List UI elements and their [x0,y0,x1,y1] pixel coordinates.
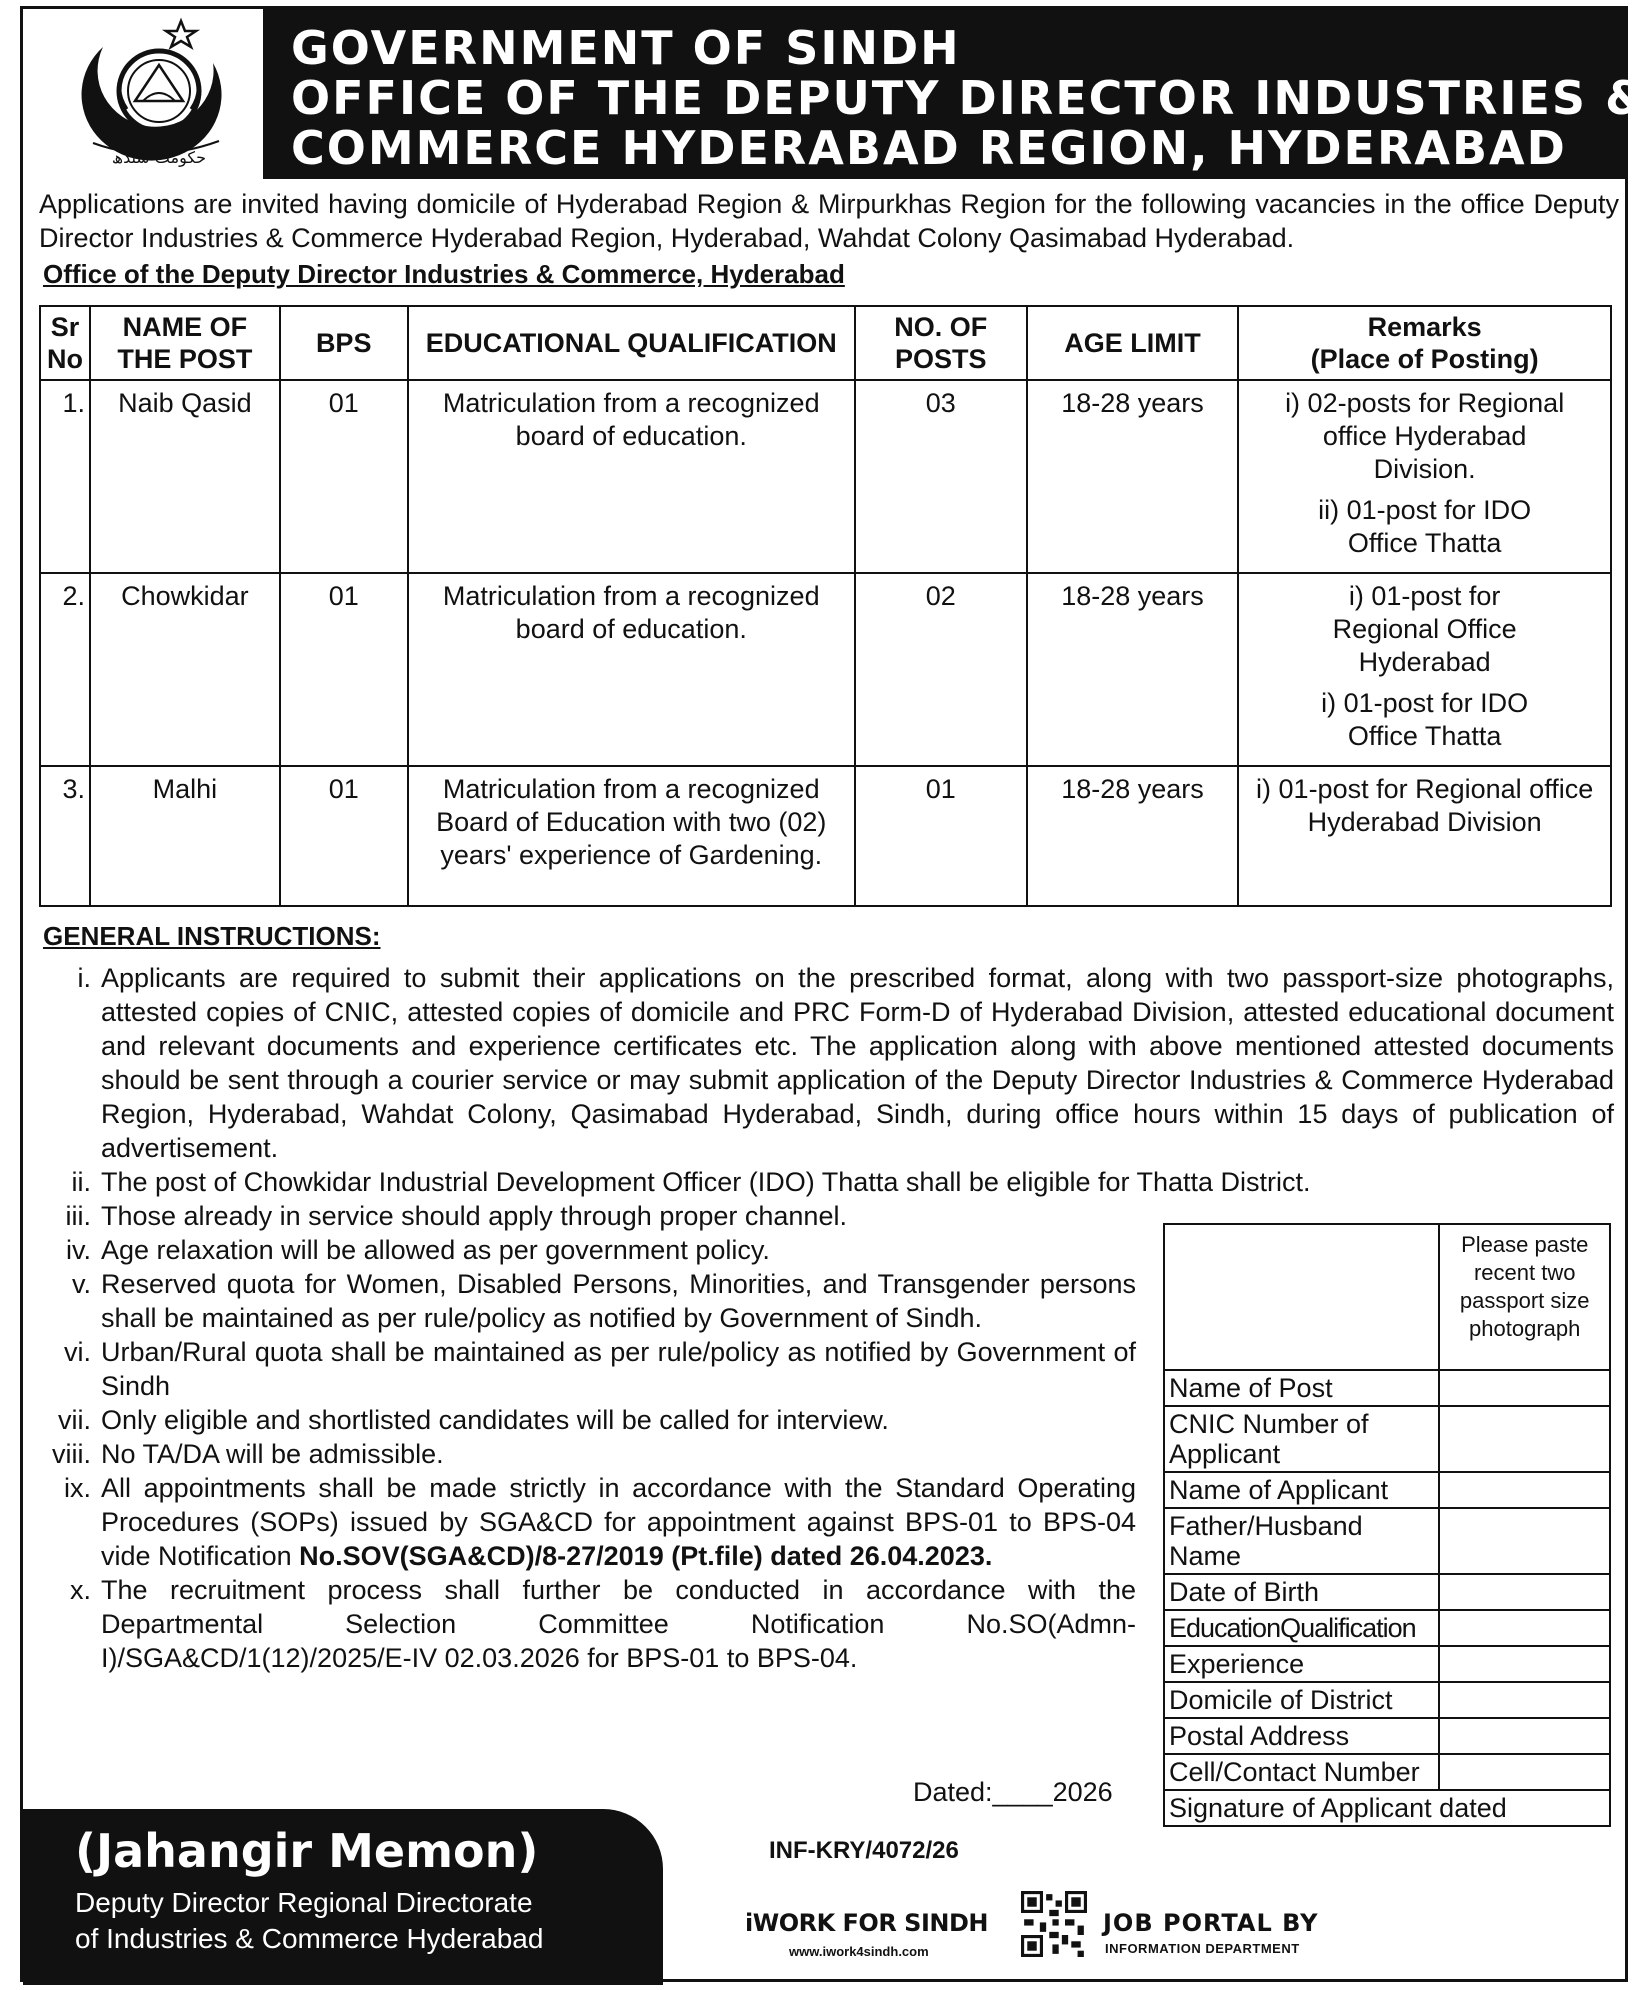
item-text: Reserved quota for Women, Disabled Persons, Minorities, and Transgender persons shall be maintained as per rule/policy as notified by Government of Sindh. [101,1269,1136,1333]
item-text: Applicants are required to submit their applications on the prescribed format, along with two passport-size photographs, attested copies of CNIC, attested copies of domicile and PRC Form-D of Hyderabad Division, attested educational document and relevant documents and experience certificates etc. The application along with above mentioned attested documents should be sent through a courier service or may submit application of the Deputy Director Industries & Commerce Hyderabad Region, Hyderabad, Wahdat Colony, Qasimabad Hyderabad, Sindh, during office hours within 15 days of publication of advertisement. [101,963,1614,1163]
form-field-value[interactable] [1439,1406,1610,1472]
form-row [1164,1574,1610,1610]
cell-sr: 2. [40,573,90,766]
form-row [1164,1754,1610,1790]
form-row [1164,1508,1610,1574]
list-item [41,1471,1136,1573]
cell-post: Malhi [90,766,280,906]
header-line-1: GOVERNMENT OF SINDH [291,21,961,75]
item-number: v. [72,1269,91,1299]
col-header-age: AGE LIMIT [1027,306,1239,380]
cell-age: 18-28 years [1027,380,1239,573]
header-line-2: OFFICE OF THE DEPUTY DIRECTOR INDUSTRIES & [291,71,1648,125]
remark-a: i) 01-post for Regional Office Hyderabad [1332,581,1517,677]
form-field-value[interactable] [1439,1370,1610,1406]
form-field-value[interactable] [1439,1646,1610,1682]
item-text: Only eligible and shortlisted candidates will be called for interview. [101,1405,889,1435]
table-row [40,380,1611,573]
item-number: vii. [58,1405,91,1435]
form-field-value[interactable] [1439,1754,1610,1790]
form-row [1164,1610,1610,1646]
form-field-label: Father/Husband Name [1164,1508,1439,1574]
form-row [1164,1472,1610,1508]
vacancies-table [39,305,1612,907]
table-row [40,573,1611,766]
form-field-value[interactable] [1439,1682,1610,1718]
list-item [41,1335,1136,1403]
notification-reference: No.SOV(SGA&CD)/8-27/2019 (Pt.file) dated 26.04.2023. [299,1541,993,1571]
cell-age: 18-28 years [1027,766,1239,906]
col-header-remarks [1238,306,1611,380]
job-portal-label: JOB PORTAL BY [1103,1909,1319,1937]
cell-post: Naib Qasid [90,380,280,573]
col-header-education: EDUCATIONAL QUALIFICATION [408,306,855,380]
form-blank [1164,1224,1439,1370]
form-field-label: Experience [1164,1646,1439,1682]
cell-posts: 01 [855,766,1027,906]
information-department-label: INFORMATION DEPARTMENT [1105,1941,1300,1956]
col-header-bps: BPS [280,306,408,380]
cell-sr: 3. [40,766,90,906]
cell-remarks [1238,766,1611,906]
form-field-label: Date of Birth [1164,1574,1439,1610]
signature-row [1164,1790,1610,1826]
form-field-value[interactable] [1439,1574,1610,1610]
form-field-label: Domicile of District [1164,1682,1439,1718]
item-number: viii. [52,1439,91,1469]
form-row [1164,1682,1610,1718]
item-number: iv. [66,1235,91,1265]
cell-age: 18-28 years [1027,573,1239,766]
item-text-plain: All appointments shall be made strictly in accordance with the Standard Operating Procedures (SOPs) issued by SGA&CD for appointment against BPS-01 to BPS-04 vide Notification [101,1473,1136,1571]
item-text: The recruitment process shall further be conducted in accordance with the Departmental Selection Committee Notification No.SO(Admn-I)/SGA&CD/1(12)/2025/E-IV 02.03.2026 for BPS-01 to BPS-04. [101,1575,1136,1673]
signatory-block [23,1809,663,1985]
inf-code: INF-KRY/4072/26 [769,1837,959,1864]
cell-sr: 1. [40,380,90,573]
form-field-label: Postal Address [1164,1718,1439,1754]
form-row [1164,1370,1610,1406]
table-header-row [40,306,1611,380]
form-field-value[interactable] [1439,1718,1610,1754]
list-item [41,1437,1136,1471]
cell-post: Chowkidar [90,573,280,766]
remark-b: ii) 01-post for IDO Office Thatta [1318,495,1532,558]
item-text [101,1471,1136,1573]
col-header-post: NAME OF THE POST [90,306,280,380]
header-title-box [263,9,1648,179]
cell-education: Matriculation from a recognized board of education. [408,380,855,573]
cell-posts: 03 [855,380,1027,573]
list-item [41,1165,1614,1199]
list-item [41,1233,1136,1267]
form-row [1164,1718,1610,1754]
item-number: x. [69,1575,91,1605]
cell-bps: 01 [280,573,408,766]
form-row [1164,1646,1610,1682]
svg-text:حکومت سندھ: حکومت سندھ [111,148,207,167]
list-item [41,961,1614,1165]
header [23,9,1648,179]
advertisement-page [20,6,1648,1982]
item-text: Urban/Rural quota shall be maintained as per rule/policy as notified by Government of Sindh [101,1337,1136,1401]
sindh-seal-icon [63,17,243,172]
item-number: i. [77,963,91,993]
table-row [40,766,1611,906]
cell-posts: 02 [855,573,1027,766]
photo-row [1164,1224,1610,1370]
item-number: ix. [64,1473,91,1503]
form-field-label: Cell/Contact Number [1164,1754,1439,1790]
item-number: ii. [71,1167,91,1197]
form-field-value[interactable] [1439,1610,1610,1646]
form-field-label: CNIC Number of Applicant [1164,1406,1439,1472]
photo-placeholder: Please paste recent two passport size photograph [1439,1224,1610,1370]
cell-remarks [1238,573,1611,766]
signatory-designation-1: Deputy Director Regional Directorate [75,1887,533,1918]
list-item [41,1403,1136,1437]
intro-paragraph: Applications are invited having domicile of Hyderabad Region & Mirpurkhas Region for the following vacancies in the office Deputy Director Industries & Commerce Hyderabad Region, Hyderabad, Wahdat Colony Qasimabad Hyderabad. [39,189,1619,253]
form-field-label: Name of Applicant [1164,1472,1439,1508]
form-field-label: Name of Post [1164,1370,1439,1406]
general-instructions-heading: GENERAL INSTRUCTIONS: [43,921,381,951]
cell-education: Matriculation from a recognized board of education. [408,573,855,766]
item-text: Those already in service should apply through proper channel. [101,1201,847,1231]
remark-a: i) 02-posts for Regional office Hyderabad Division. [1285,388,1565,484]
form-row [1164,1406,1610,1472]
form-field-value[interactable] [1439,1472,1610,1508]
qr-code-icon [1021,1891,1087,1957]
header-line-3: COMMERCE HYDERABAD REGION, HYDERABAD [291,121,1567,175]
item-text: Age relaxation will be allowed as per government policy. [101,1235,770,1265]
col-header-posts: NO. OF POSTS [855,306,1027,380]
item-text: No TA/DA will be admissible. [101,1439,444,1469]
iwork-logo: iWORK FOR SINDH [745,1909,988,1937]
cell-remarks [1238,380,1611,573]
office-heading: Office of the Deputy Director Industries & Commerce, Hyderabad [43,259,845,289]
remark-b: i) 01-post for IDO Office Thatta [1321,688,1529,751]
cell-bps: 01 [280,380,408,573]
signatory-name: (Jahangir Memon) [75,1824,539,1878]
form-field-value[interactable] [1439,1508,1610,1574]
signature-label: Signature of Applicant dated [1164,1790,1610,1826]
remarks-header-line-2: (Place of Posting) [1310,344,1539,374]
item-number: iii. [65,1201,91,1231]
application-form-box [1163,1223,1611,1827]
list-item [41,1573,1136,1675]
form-field-label: EducationQualification [1164,1610,1439,1646]
iwork-url: www.iwork4sindh.com [789,1944,929,1959]
cell-bps: 01 [280,766,408,906]
list-item [41,1267,1136,1335]
item-number: vi. [64,1337,91,1367]
list-item [41,1199,1136,1233]
col-header-sr: Sr No [40,306,90,380]
remarks-header-line-1: Remarks [1367,312,1482,342]
dated-line: Dated:____2026 [913,1777,1113,1807]
signatory-designation-2: of Industries & Commerce Hyderabad [75,1923,544,1954]
cell-education: Matriculation from a recognized Board of Education with two (02) years' experience of Gardening. [408,766,855,906]
remark-a: i) 01-post for Regional office Hyderabad Division [1256,774,1594,837]
item-text: The post of Chowkidar Industrial Development Officer (IDO) Thatta shall be eligible for Thatta District. [101,1167,1311,1197]
